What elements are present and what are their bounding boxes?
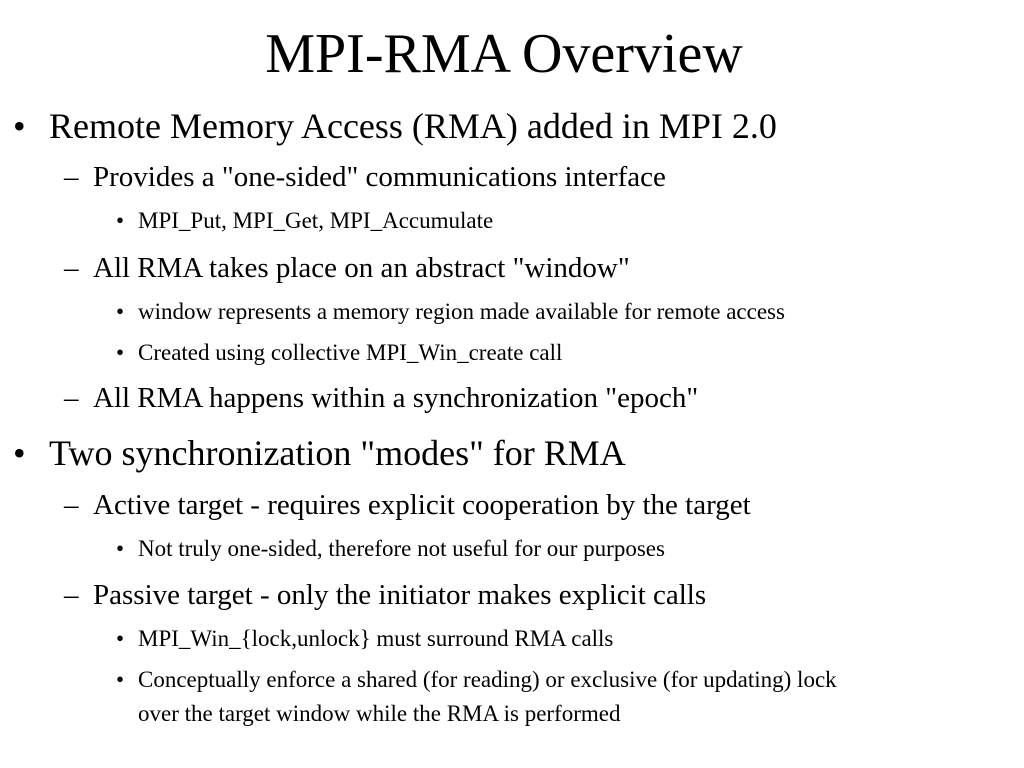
bullet-l3-window-represents [116, 297, 785, 327]
bullet-text: MPI_Win_{lock,unlock} must surround RMA calls [138, 626, 614, 651]
bullet-l2-passive-target [64, 578, 707, 612]
slide-title: MPI-RMA Overview [265, 23, 743, 85]
bullet-text: MPI_Put, MPI_Get, MPI_Accumulate [138, 208, 494, 233]
bullet-dot: • [116, 208, 125, 233]
bullet-text: Remote Memory Access (RMA) added in MPI 2.0 [49, 106, 777, 146]
bullet-l3-lock-unlock [116, 624, 614, 654]
bullet-l2-epoch [64, 381, 699, 415]
bullet-dot: • [116, 340, 125, 365]
bullet-dot: • [13, 433, 26, 473]
bullet-text: over the target window while the RMA is performed [138, 701, 621, 726]
bullet-l2-one-sided [64, 160, 666, 194]
bullet-dot: • [116, 536, 125, 561]
bullet-dot: • [116, 626, 125, 651]
bullet-dash: – [64, 489, 79, 521]
bullet-text: Not truly one-sided, therefore not useful for our purposes [138, 536, 665, 561]
bullet-l1-rma [13, 106, 777, 146]
bullet-text: All RMA takes place on an abstract "window" [93, 252, 630, 284]
bullet-l3-not-one-sided [116, 534, 665, 564]
bullet-dash: – [64, 382, 79, 414]
bullet-dot: • [116, 299, 125, 324]
bullet-text: Conceptually enforce a shared (for reading) or exclusive (for updating) lock [138, 667, 837, 692]
bullet-text: window represents a memory region made available for remote access [138, 299, 785, 324]
bullet-l3-conceptually [116, 665, 837, 695]
bullet-text: Provides a "one-sided" communications interface [93, 161, 666, 193]
bullet-l2-window [64, 251, 630, 285]
bullet-dash: – [64, 252, 79, 284]
bullet-l3-put-get [116, 206, 494, 236]
bullet-l3-win-create [116, 338, 563, 368]
bullet-l2-active-target [64, 488, 751, 522]
bullet-dot: • [116, 667, 125, 692]
bullet-text: All RMA happens within a synchronization "epoch" [93, 382, 699, 414]
bullet-dot: • [13, 106, 26, 146]
bullet-text: Active target - requires explicit cooperation by the target [93, 489, 751, 521]
bullet-text: Passive target - only the initiator makes explicit calls [93, 579, 707, 611]
bullet-l3-conceptually-continued [138, 699, 620, 729]
bullet-text: Two synchronization "modes" for RMA [49, 433, 626, 473]
bullet-text: Created using collective MPI_Win_create call [138, 340, 563, 365]
bullet-dash: – [64, 161, 79, 193]
bullet-dash: – [64, 579, 79, 611]
bullet-l1-modes [13, 433, 626, 473]
